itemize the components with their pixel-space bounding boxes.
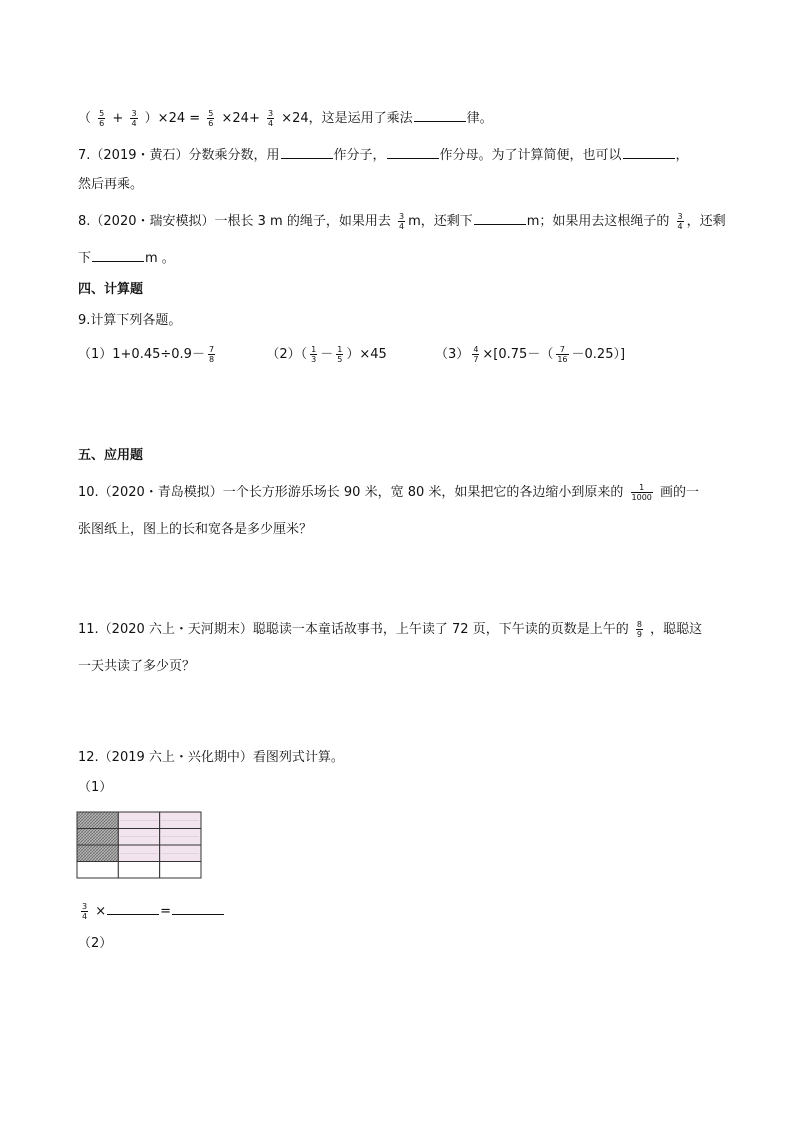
answer-blank[interactable]: [281, 144, 333, 159]
answer-blank[interactable]: [474, 210, 526, 225]
question-9-items: [78, 345, 625, 365]
fraction-5-6-b: $\frac{5}{6}$: [208, 109, 214, 128]
question-12-title: 12.（2019 六上・兴化期中）看图列式计算。: [78, 750, 344, 765]
fraction-7-16: $\frac{7}{16}$: [557, 345, 568, 364]
grid-cell: [77, 845, 118, 862]
fraction-4-7: $\frac{4}{7}$: [473, 345, 479, 364]
section-4-heading: 四、计算题: [78, 282, 144, 297]
q9-part-2: （2）（ $\frac{1}{3}$ － $\frac{1}{5}$ ）×45: [266, 345, 387, 364]
question-12-sub-1: （1）: [78, 780, 113, 795]
answer-blank[interactable]: [414, 107, 466, 122]
fraction-3-4: $\frac{3}{4}$: [131, 109, 137, 128]
question-11-cont: 一天共读了多少页？: [78, 659, 196, 674]
fraction-grid: [76, 811, 202, 879]
fraction-3-4-c: $\frac{3}{4}$: [398, 212, 405, 231]
fraction-3-4-e: $\frac{3}{4}$: [82, 902, 88, 921]
grid-cell: [118, 862, 159, 879]
answer-blank[interactable]: [92, 247, 144, 262]
fraction-8-9: $\frac{8}{9}$: [636, 620, 642, 639]
q9-part-3: （3） $\frac{4}{7}$ ×[0.75－（ $\frac{7}{16}$ －0.25）]: [435, 345, 626, 364]
fraction-grid-figure: [76, 811, 202, 879]
question-7-cont: 然后再乘。: [78, 177, 144, 192]
answer-blank[interactable]: [623, 144, 675, 159]
fraction-5-6: $\frac{5}{6}$: [99, 109, 105, 128]
grid-cell: [77, 829, 118, 846]
fraction-1-1000: $\frac{1}{1000}$: [631, 483, 652, 502]
question-7: 7.（2019・黄石）分数乘分数，用 作分子， 作分母。为了计算简便，也可以 ，: [78, 144, 689, 166]
answer-blank[interactable]: [172, 900, 224, 915]
q6-tail-line: （ $\frac{5}{6}$ + $\frac{3}{4}$ ）×24 = $\frac{5}{6}$ ×24+ $\frac{3}{4}$ ×24，这是运用了乘法 律。: [78, 109, 493, 128]
question-12-equation: $\frac{3}{4}$ × =: [78, 900, 225, 922]
grid-cell: [77, 812, 118, 829]
fraction-3-4-d: $\frac{3}{4}$: [677, 212, 683, 231]
answer-blank[interactable]: [107, 900, 159, 915]
question-8-cont: 下 m 。: [78, 247, 175, 269]
fraction-7-8: $\frac{7}{8}$: [208, 345, 215, 364]
section-5-heading: 五、应用题: [78, 448, 144, 463]
question-10: 10.（2020・青岛模拟）一个长方形游乐场长 90 米，宽 80 米，如果把它的各边缩小到原来的 $\frac{1}{1000}$ 画的一: [78, 483, 700, 502]
answer-blank[interactable]: [387, 144, 439, 159]
q9-part-1: （1）1+0.45÷0.9－ $\frac{7}{8}$: [78, 345, 215, 364]
fraction-3-4-b: $\frac{3}{4}$: [267, 109, 274, 128]
question-9-title: 9.计算下列各题。: [78, 313, 182, 328]
question-11: 11.（2020 六上・天河期末）聪聪读一本童话故事书，上午读了 72 页，下午读的页数是上午的 $\frac{8}{9}$ ，聪聪这: [78, 620, 703, 639]
question-12-sub-2: （2）: [78, 936, 113, 951]
fraction-1-5: $\frac{1}{5}$: [337, 345, 343, 364]
question-10-cont: 张图纸上，图上的长和宽各是多少厘米？: [78, 522, 313, 537]
question-8: 8.（2020・瑞安模拟）一根长 3 m 的绳子，如果用去 $\frac{3}{4}$ m，还剩下 m；如果用去这根绳子的 $\frac{3}{4}$ ，还剩: [78, 212, 726, 231]
grid-cell: [160, 862, 201, 879]
grid-cell: [77, 862, 118, 879]
fraction-1-3: $\frac{1}{3}$: [311, 345, 317, 364]
